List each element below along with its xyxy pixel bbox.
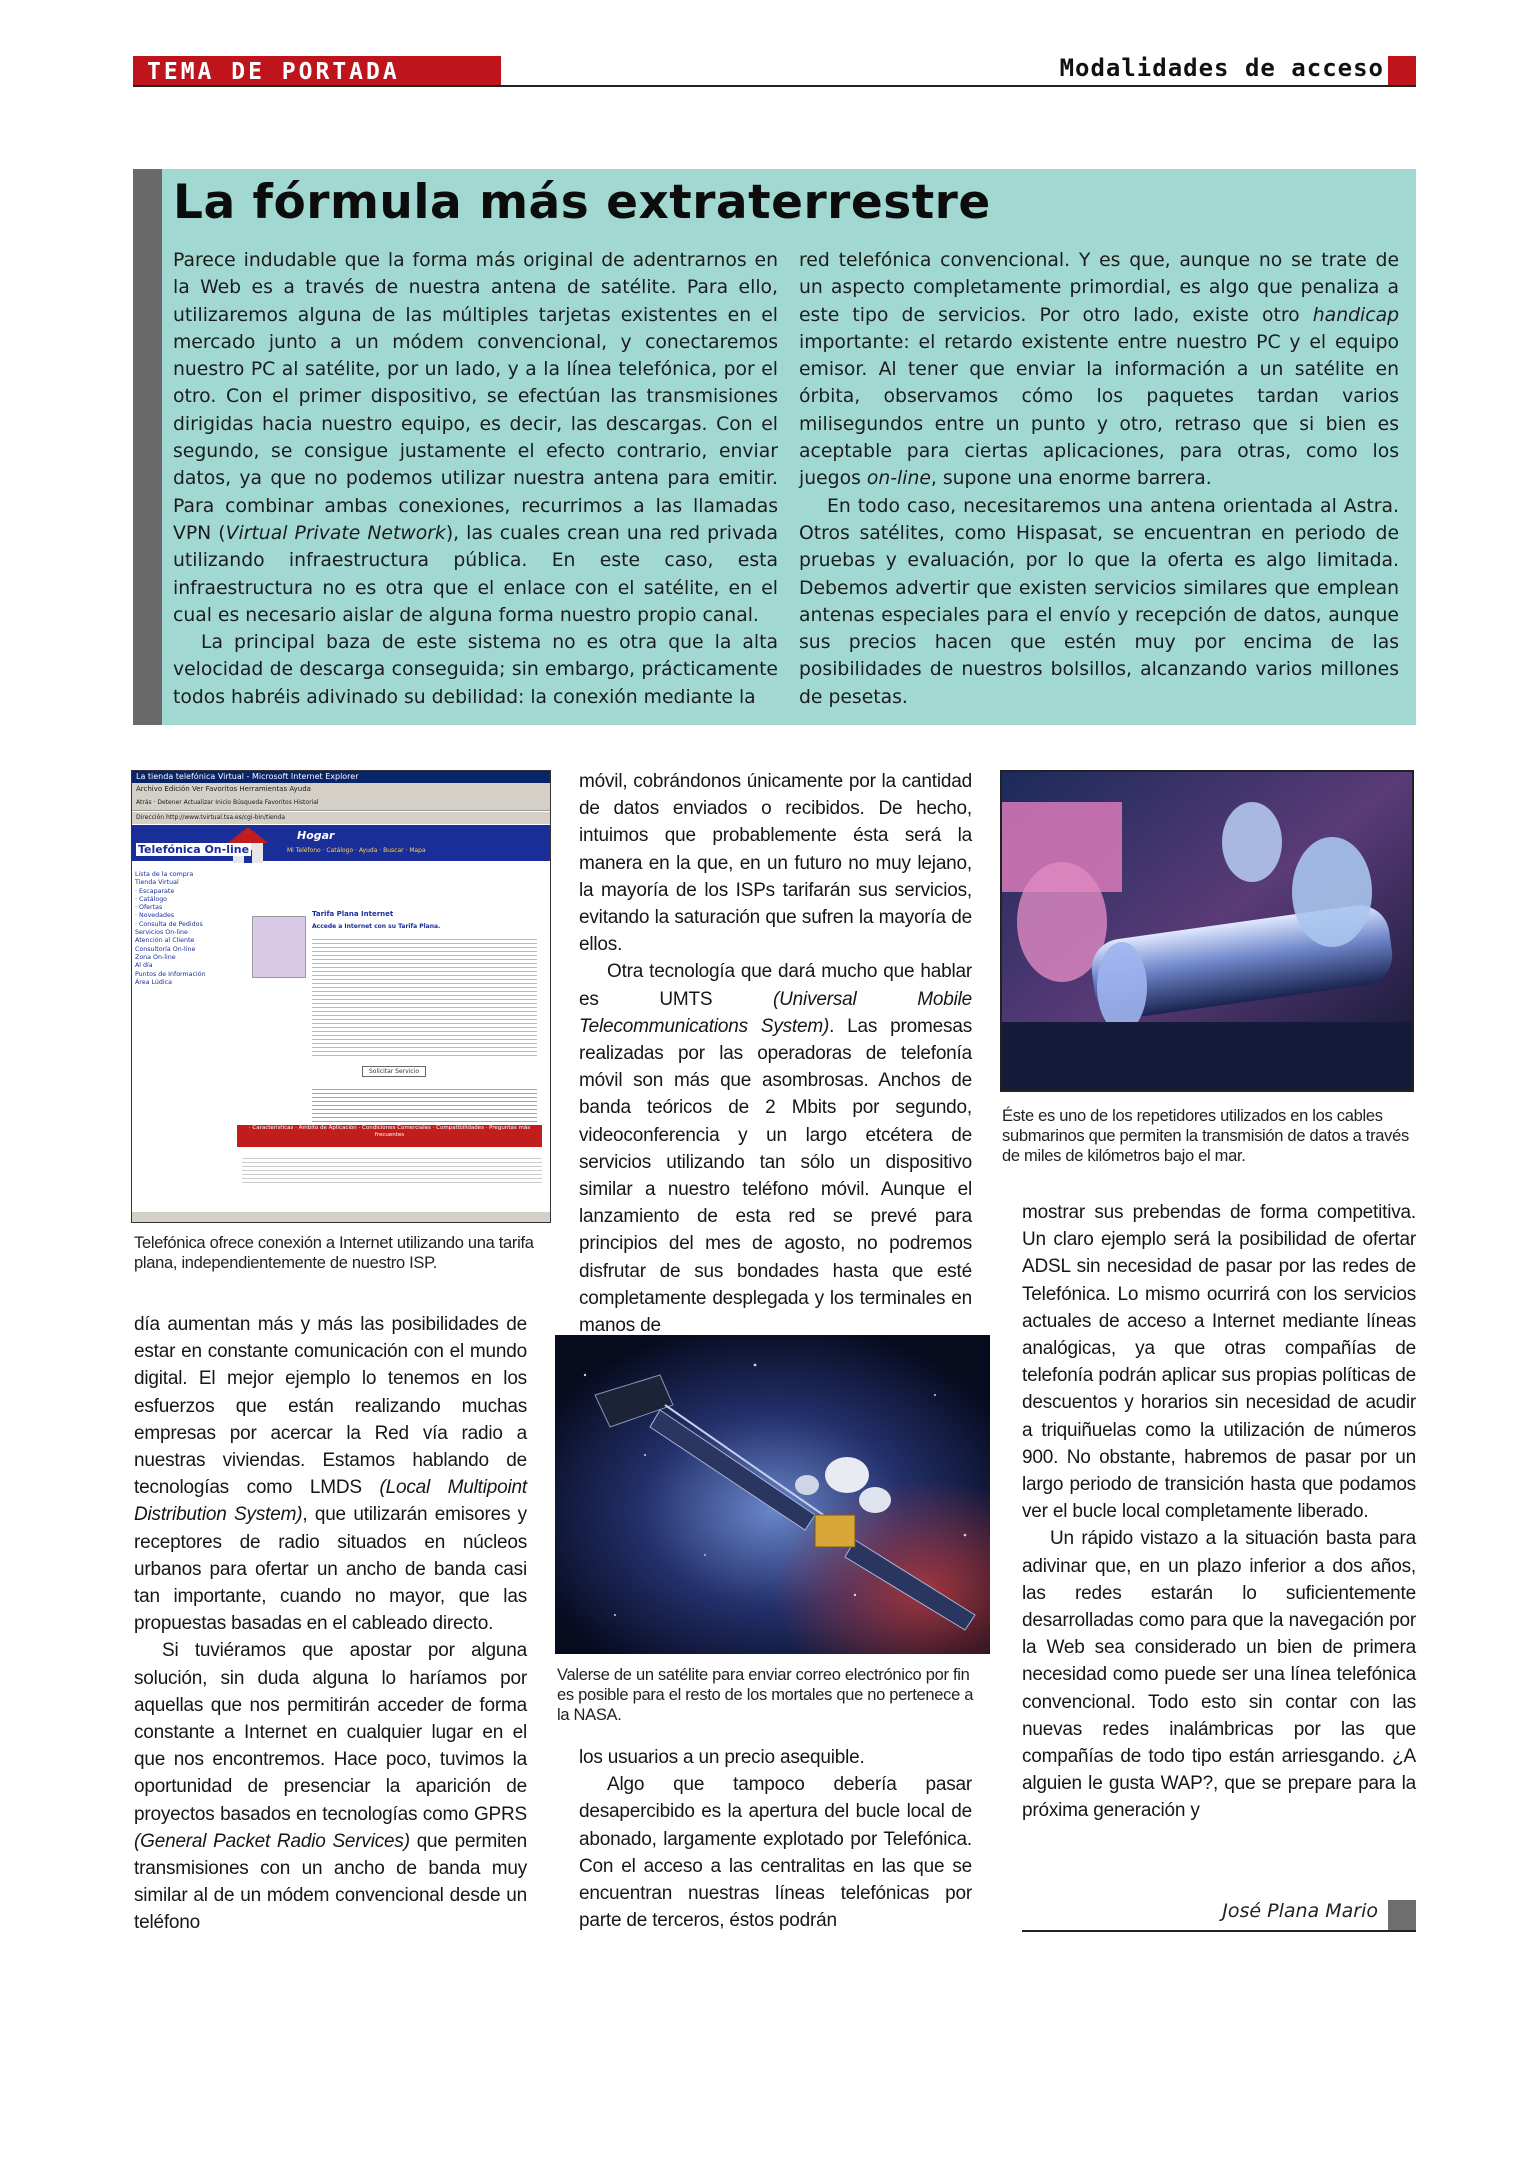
- status-bar: [132, 1212, 550, 1222]
- site-logo: Telefónica On-line: [138, 843, 250, 856]
- offer-button: Solicitar Servicio: [362, 1066, 426, 1077]
- telefonica-screenshot-image: [131, 770, 551, 1223]
- body-paragraph: Si tuviéramos que apostar por alguna solución, sin duda alguna lo haríamos por aquellas que nos permitirán acceder de forma constante a Internet en cualquier lugar en el que nos encontremos. Hace poco, tuvimos la oportunidad de presenciar la aparición de proyectos basados en tecnologías como GPRS (General Packet Radio Services) que permiten transmisiones con un ancho de banda muy similar al de un módem convencional desde un teléfono: [134, 1640, 527, 1934]
- body-paragraph: mostrar sus prebendas de forma competitiva. Un claro ejemplo será la posibilidad de ofertar ADSL sin necesidad de pasar por las redes de Telefónica. Lo mismo ocurrirá con los servicios actuales de acceso a Internet mediante líneas analógicas, ya que otras compañías de telefonía podrán aplicar sus propias políticas de descuentos y horarios sin necesidad de acudir a triquiñuelas como la utilización de números 900. No obstante, habremos de pasar por un largo periodo de transición hasta que podamos ver el bucle local completamente liberado.: [1022, 1202, 1416, 1523]
- body-column-3: [1022, 1199, 1416, 1825]
- body-column-2-bottom: [579, 1744, 972, 1934]
- side-item: · Consulta de Pedidos: [135, 920, 203, 928]
- topic-marker: [1388, 56, 1416, 85]
- body-column-2-top: [579, 768, 972, 1339]
- offer-text: [312, 936, 537, 1056]
- sidebar-box: [133, 169, 1416, 725]
- satellite-caption: Valerse de un satélite para enviar correo electrónico por fin es posible para el resto de los mortales que no pertenece a la NASA.: [557, 1666, 974, 1724]
- side-item: Zona On-line: [135, 953, 176, 961]
- header-rule: [133, 85, 1416, 87]
- banner-links: Mi Teléfono · Catálogo · Ayuda · Buscar · Mapa: [287, 847, 426, 854]
- web-page: [132, 825, 550, 1212]
- body-paragraph: Un rápido vistazo a la situación basta para adivinar que, en un plazo inferior a dos años, las redes estarán lo suficientemente desarrolladas como para que la navegación por la Web sea considerado un bien de primera necesidad como puede ser una línea telefónica convencional. Todo esto sin contar con las nuevas redes inalámbricas por las que compañías de todo tipo están arriesgando. ¿A alguien le gusta WAP?, que se prepare para la próxima generación y: [1022, 1528, 1416, 1822]
- body-paragraph: Algo que tampoco debería pasar desapercibido es la apertura del bucle local de abonado, largamente explotado por Telefónica. Con el acceso a las centralitas en las que se encuentran nuestras líneas telefónicas por parte de terceros, éstos podrán: [579, 1774, 972, 1932]
- satellite-photo: [555, 1335, 990, 1654]
- side-item: Tienda Virtual: [135, 879, 179, 887]
- body-column-1: [134, 1311, 527, 1937]
- sidebar-box-bar: [133, 169, 162, 725]
- sidebar-column-1: [173, 247, 778, 711]
- body-paragraph: móvil, cobrándonos únicamente por la cantidad de datos enviados o recibidos. De hecho, intuimos que probablemente ésta será la manera en la que, en un futuro no muy lejano, la mayoría de los ISPs tarifarán sus servicios, evitando la saturación que sufren la mayoría de ellos.: [579, 771, 972, 956]
- author-byline: José Plana Mario: [1222, 1900, 1378, 1922]
- window-title: La tienda telefónica Virtual - Microsoft Internet Explorer: [132, 771, 550, 783]
- offer-title: Tarifa Plana Internet: [312, 910, 394, 918]
- sidebar-title: La fórmula más extraterrestre: [173, 175, 991, 230]
- side-item: · Novedades: [135, 912, 175, 920]
- side-item: Área Lúdica: [135, 978, 172, 986]
- body-paragraph: Otra tecnología que dará mucho que hablar es UMTS (Universal Mobile Telecommunications System). Las promesas realizadas por las operadoras de telefonía móvil son más que asombrosas. Anchos de banda teóricos de 2 Mbits por segundo, videoconferencia y un largo etcétera de servicios utilizando tan sólo un dispositivo similar a nuestro teléfono móvil. Aunque el lanzamiento de esta red se prevé para principios del mes de agosto, no podremos disfrutar de sus bondades hasta que esté completamente desplegada y los terminales en manos de: [579, 961, 973, 1337]
- footer-links: · Características · Ámbito de Aplicación · Condiciones Comerciales · Compatibilidades · Preguntas más frecuentes: [237, 1125, 542, 1147]
- sidebar-paragraph: Parece indudable que la forma más original de adentrarnos en la Web es a través de nuestra antena de satélite. Para ello, utilizaremos alguna de las múltiples tarjetas existentes en el mercado junto a un módem convencional, y conectaremos nuestro PC al satélite, por un lado, y a la línea telefónica, por el otro. Con el primer dispositivo, se efectúan las transmisiones dirigidas hacia nuestro equipo, es decir, las descargas. Con el segundo, se consigue justamente el efecto contrario, enviar datos, ya que no podemos utilizar nuestra antena para emitir. Para combinar ambas conexiones, recurrimos a las llamadas VPN (Virtual Private Network), las cuales crean una red privada utilizando infraestructura pública. En este caso, esta infraestructura no es otra que el enlace con el satélite, en el cual es necesario aislar de alguna forma nuestro propio canal.: [173, 250, 779, 626]
- topic-label: Modalidades de acceso: [1059, 54, 1384, 82]
- footer-table: [242, 1155, 542, 1185]
- screenshot-caption: Telefónica ofrece conexión a Internet utilizando una tarifa plana, independientemente de nuestro ISP.: [134, 1234, 534, 1272]
- side-item: · Catálogo: [135, 895, 168, 903]
- site-banner: [132, 825, 550, 861]
- satellite-illustration: [555, 1335, 990, 1654]
- side-item: Al día: [135, 962, 153, 970]
- photo-thumbnail: [252, 916, 306, 978]
- cable-repeater-photo: [1000, 770, 1414, 1092]
- side-item: Lista de la compra: [135, 871, 194, 878]
- sidebar-paragraph: red telefónica convencional. Y es que, aunque no se trate de un aspecto completamente primordial, es algo que penaliza a este tipo de servicios. Por otro lado, existe otro handicap importante: el retardo existente entre nuestro PC y el equipo emisor. Al tener que enviar la información a un satélite en órbita, observamos cómo los paquetes tardan varios milisegundos entre un punto y otro, retraso que si bien es aceptable para ciertas aplicaciones, para otras, como los juegos on-line, supone una enorme barrera.: [799, 250, 1399, 490]
- site-sidebar: [132, 871, 232, 1212]
- side-item: Puntos de Información: [135, 970, 206, 978]
- side-item: Atención al Cliente: [135, 937, 195, 945]
- banner-title: Hogar: [297, 829, 335, 842]
- side-item: Consultoría On-line: [135, 945, 196, 953]
- body-paragraph: los usuarios a un precio asequible.: [579, 1747, 865, 1768]
- byline-rule: [1022, 1930, 1416, 1932]
- sidebar-paragraph: La principal baza de este sistema no es otra que la alta velocidad de descarga conseguida; sin embargo, prácticamente todos habréis adivinado su debilidad: la conexión mediante la: [173, 632, 778, 708]
- section-label-bar: [133, 56, 501, 85]
- sidebar-paragraph: En todo caso, necesitaremos una antena orientada al Astra. Otros satélites, como Hispasat, se encuentran en periodo de pruebas y evaluación, por lo que la oferta es algo limitada. Debemos advertir que existen servicios similares que emplean antenas especiales para el envío y recepción de datos, aunque sus precios hacen que estén muy por encima de las posibilidades de nuestros bolsillos, alcanzando varios millones de pesetas.: [799, 495, 1399, 708]
- side-item: · Escaparate: [135, 887, 175, 895]
- repeater-illustration: [1002, 772, 1412, 1090]
- section-label: TEMA DE PORTADA: [147, 59, 400, 85]
- side-item: · Ofertas: [135, 904, 163, 912]
- address-bar: Dirección http://www.tvirtual.tsa.es/cgi-bin/tienda: [132, 812, 550, 824]
- cable-caption: Éste es uno de los repetidores utilizados en los cables submarinos que permiten la transmisión de datos a través de miles de kilómetros bajo el mar.: [1002, 1107, 1409, 1165]
- sidebar-column-2: [799, 247, 1399, 711]
- offer-subtitle: Accede a Internet con su Tarifa Plana.: [312, 923, 441, 930]
- menu-bar: Archivo Edición Ver Favoritos Herramientas Ayuda: [132, 783, 550, 795]
- body-paragraph: día aumentan más y más las posibilidades de estar en constante comunicación con el mundo digital. El mejor ejemplo lo tenemos en los esfuerzos que están realizando muchas empresas por acercar la Red vía radio a nuestras viviendas. Estamos hablando de tecnologías como LMDS (Local Multipoint Distribution System), que utilizarán emisores y receptores de radio situados en núcleos urbanos para ofertar un ancho de banda casi tan importante, cuando no mayor, que las propuestas basadas en el cableado directo.: [134, 1314, 527, 1635]
- side-item: Servicios On-line: [135, 929, 188, 937]
- toolbar: Atrás · Detener Actualizar Inicio Búsqueda Favoritos Historial: [132, 795, 550, 811]
- byline-marker: [1388, 1900, 1416, 1930]
